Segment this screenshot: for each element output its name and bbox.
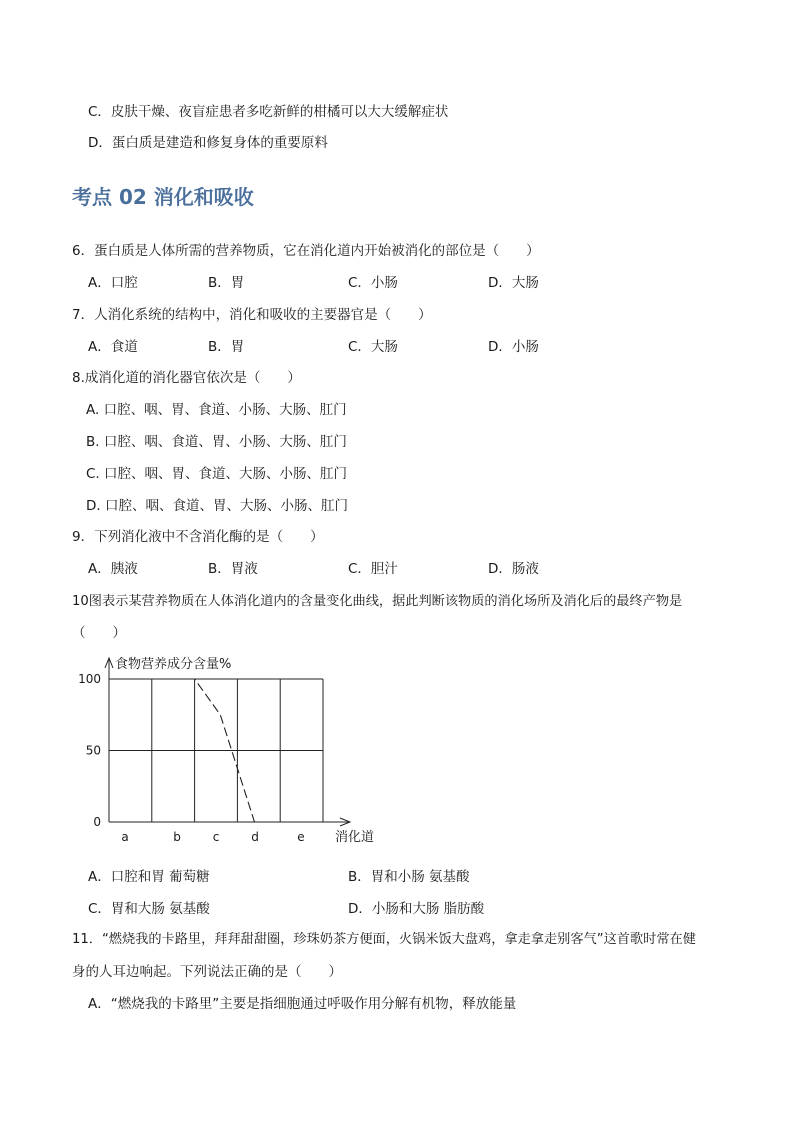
- q9-option-b: B．胃液: [208, 561, 258, 577]
- q7-option-b: B．胃: [208, 339, 245, 355]
- x-tick-label-b: b: [173, 830, 181, 844]
- x-tick-label-d: d: [251, 830, 259, 844]
- q8-option-a: A. 口腔、咽、胃、食道、小肠、大肠、肛门: [86, 402, 347, 418]
- q8-option-b: B. 口腔、咽、食道、胃、小肠、大肠、肛门: [86, 434, 347, 450]
- section-heading: 考点 02 消化和吸收: [72, 185, 254, 209]
- q10-option-b: B．胃和小肠 氨基酸: [348, 869, 470, 885]
- q6-option-d: D．大肠: [488, 275, 539, 291]
- q7-option-c: C．大肠: [348, 339, 398, 355]
- q7-option-d: D．小肠: [488, 339, 539, 355]
- q6-option-c: C．小肠: [348, 275, 398, 291]
- question-10-stem-line1: 10图表示某营养物质在人体消化道内的含量变化曲线，据此判断该物质的消化场所及消化后的最终产物是: [72, 594, 683, 609]
- q9-option-a: A．胰液: [88, 561, 138, 577]
- question-6-stem: 6．蛋白质是人体所需的营养物质，它在消化道内开始被消化的部位是（ ）: [72, 243, 540, 259]
- q9-option-c: C．胆汁: [348, 561, 398, 577]
- q6-option-b: B．胃: [208, 275, 245, 291]
- q11-option-a: A．“燃烧我的卡路里”主要是指细胞通过呼吸作用分解有机物，释放能量: [88, 996, 517, 1012]
- question-11-stem-line1: 11．“燃烧我的卡路里，拜拜甜甜圈，珍珠奶茶方便面，火锅米饭大盘鸡，拿走拿走别客气”这首歌时常在健: [72, 932, 696, 947]
- y-tick-label-0: 0: [93, 815, 101, 829]
- x-axis-label: 消化道: [335, 830, 375, 845]
- y-tick-label-100: 100: [78, 672, 101, 686]
- option-c-prev: C．皮肤干燥、夜盲症患者多吃新鲜的柑橘可以大大缓解症状: [88, 104, 449, 120]
- x-tick-label-e: e: [297, 830, 305, 844]
- chart-grid: [109, 679, 323, 822]
- q7-option-a: A．食道: [88, 339, 138, 355]
- chart-axes: [105, 658, 350, 826]
- question-11-stem-line2: 身的人耳边响起。下列说法正确的是（ ）: [72, 964, 342, 980]
- content-curve-chart: [70, 648, 400, 850]
- y-tick-label-50: 50: [85, 743, 101, 758]
- question-8-stem: 8.成消化道的消化器官依次是（ ）: [72, 370, 301, 386]
- q8-option-d: D. 口腔、咽、食道、胃、大肠、小肠、肛门: [86, 498, 348, 514]
- q9-option-d: D．肠液: [488, 561, 539, 577]
- x-tick-label-a: a: [121, 830, 129, 844]
- q8-option-c: C. 口腔、咽、胃、食道、大肠、小肠、肛门: [86, 466, 348, 482]
- x-tick-label-c: c: [212, 830, 220, 844]
- question-10-stem-line2: （ ）: [72, 625, 126, 641]
- question-7-stem: 7．人消化系统的结构中，消化和吸收的主要器官是（ ）: [72, 307, 432, 323]
- question-9-stem: 9．下列消化液中不含消化酶的是（ ）: [72, 529, 324, 545]
- q10-option-a: A．口腔和胃 葡萄糖: [88, 869, 210, 885]
- q10-option-c: C．胃和大肠 氨基酸: [88, 901, 210, 917]
- y-axis-label: 食物营养成分含量%: [115, 657, 232, 672]
- q6-option-a: A．口腔: [88, 275, 138, 291]
- option-d-prev: D．蛋白质是建造和修复身体的重要原料: [88, 135, 328, 151]
- q10-option-d: D．小肠和大肠 脂肪酸: [348, 901, 485, 917]
